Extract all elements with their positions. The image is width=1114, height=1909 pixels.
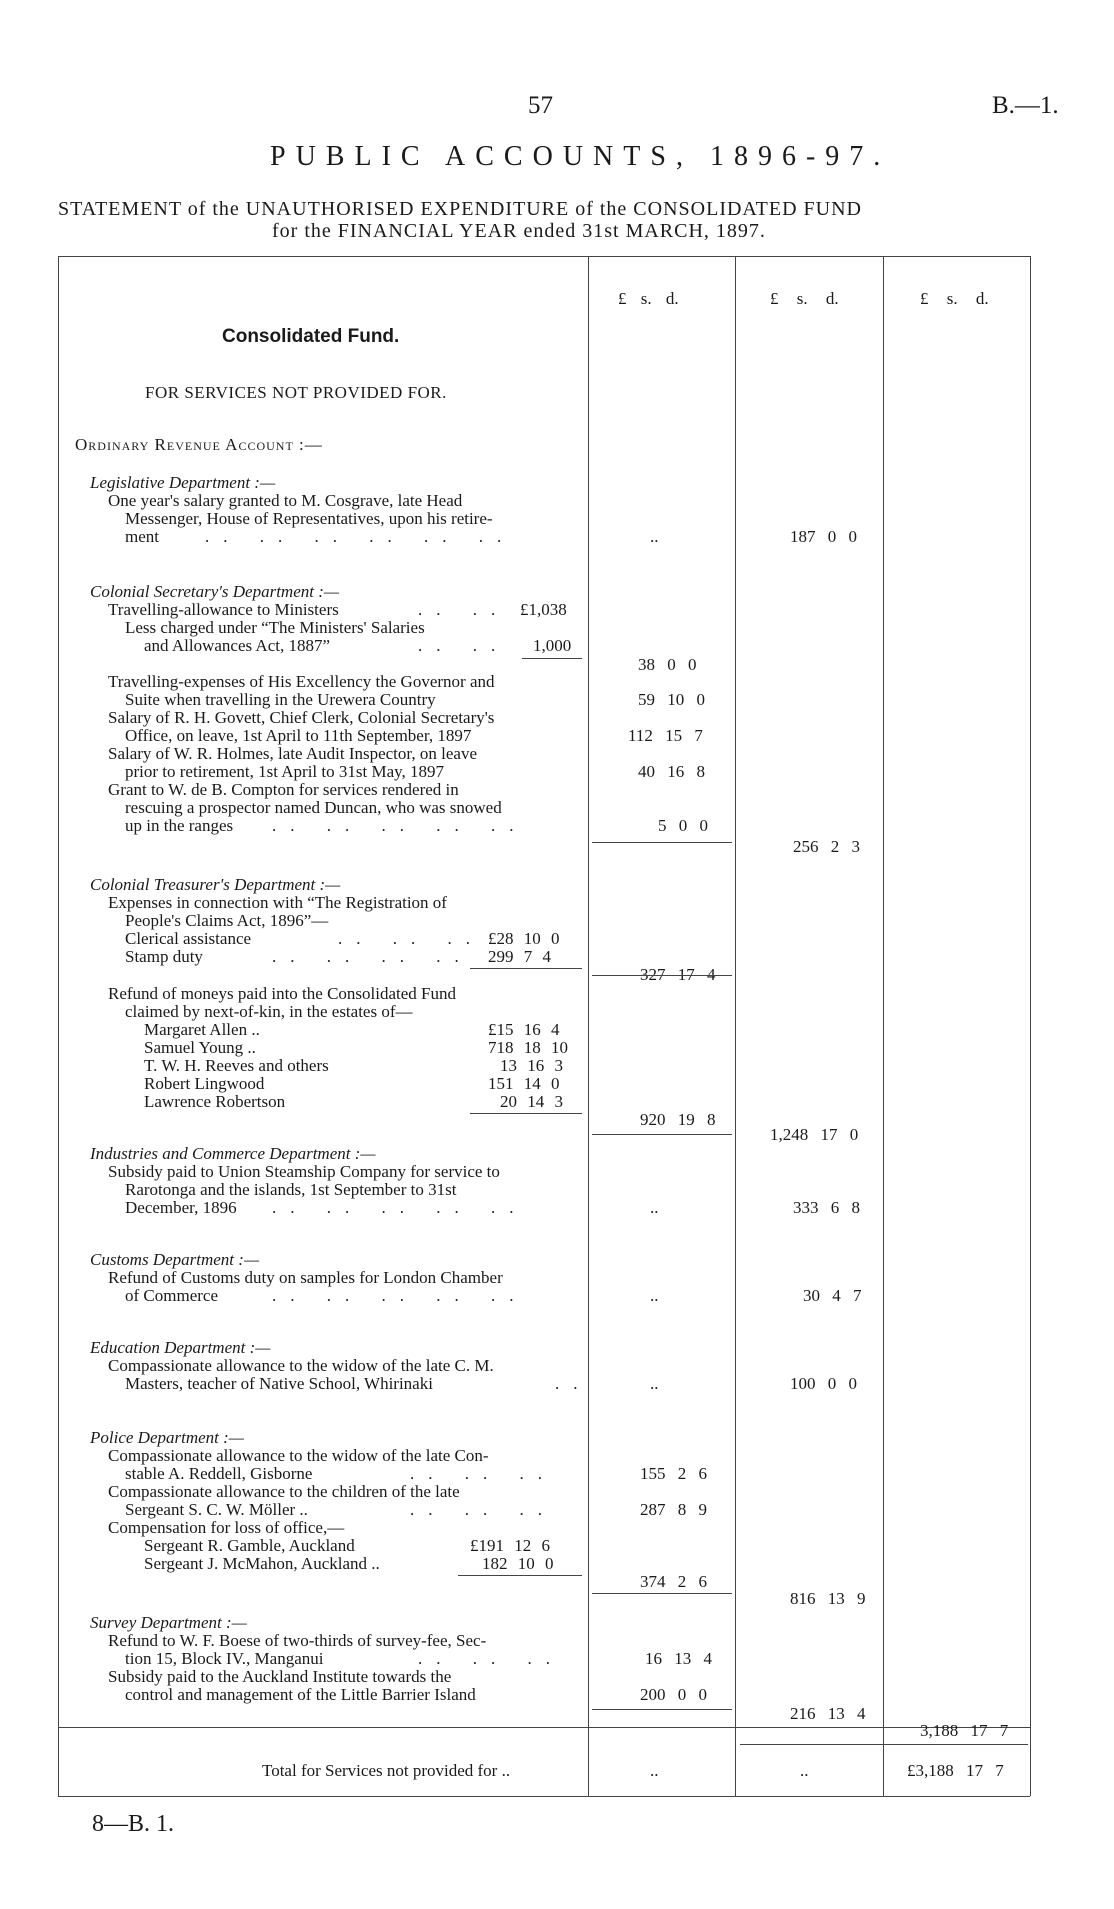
estate-name: Robert Lingwood [144, 1074, 265, 1093]
survey-line: tion 15, Block IV., Manganui [125, 1649, 324, 1668]
section-subtitle: FOR SERVICES NOT PROVIDED FOR. [145, 383, 447, 402]
coltreas-amount: £28 10 0 [488, 929, 560, 948]
police-line: stable A. Reddell, Gisborne [125, 1464, 313, 1483]
footer-reference: 8—B. 1. [92, 1811, 175, 1837]
total-col2: .. [800, 1761, 809, 1780]
legislative-heading: Legislative Department :— [90, 473, 276, 492]
statement-line-2: for the FINANCIAL YEAR ended 31st MARCH, 1897. [272, 220, 766, 242]
subtotal-rule [592, 1709, 732, 1710]
fund-title: Consolidated Fund. [222, 326, 400, 347]
table-top-rule [58, 256, 1030, 257]
leader-dots: .. .. .. .. .. .. [205, 527, 516, 546]
total-label: Total for Services not provided for .. [262, 1761, 511, 1780]
police-line: Sergeant S. C. W. Möller .. [125, 1500, 308, 1519]
coltreas-value: 920 19 8 [640, 1110, 716, 1129]
coltreas-line: Stamp duty [125, 947, 203, 966]
police-line: Sergeant J. McMahon, Auckland .. [144, 1554, 380, 1573]
estate-name: Margaret Allen .. [144, 1020, 260, 1039]
leader-dots: .. .. .. .. .. [272, 816, 528, 835]
colsec-amount: £1,038 [520, 600, 567, 619]
subtotal-rule [458, 1575, 582, 1576]
coltreas-heading: Colonial Treasurer's Department :— [90, 875, 341, 894]
grand-subtotal: 3,188 17 7 [920, 1721, 1009, 1740]
account-heading: Ordinary Revenue Account :— [75, 435, 323, 454]
customs-col2: 30 4 7 [803, 1286, 862, 1305]
colsec-line: Travelling-expenses of His Excellency the Governor and [108, 672, 495, 691]
education-line: Compassionate allowance to the widow of the late C. M. [108, 1356, 494, 1375]
customs-heading: Customs Department :— [90, 1250, 260, 1269]
colsec-value: 5 0 0 [658, 816, 708, 835]
grand-rule [740, 1744, 1028, 1745]
legislative-line: One year's salary granted to M. Cosgrave, late Head [108, 491, 463, 510]
estate-name: T. W. H. Reeves and others [144, 1056, 329, 1075]
col1-header: £ s. d. [618, 289, 679, 308]
survey-total: 216 13 4 [790, 1704, 866, 1723]
survey-value: 200 0 0 [640, 1685, 707, 1704]
survey-line: Subsidy paid to the Auckland Institute towards the [108, 1667, 452, 1686]
leader-dots: .. [555, 1374, 592, 1393]
colsec-line: Salary of R. H. Govett, Chief Clerk, Colonial Secretary's [108, 708, 495, 727]
colsec-value: 112 15 7 [628, 726, 703, 745]
colsec-line: Office, on leave, 1st April to 11th September, 1897 [125, 726, 472, 745]
subtotal-rule [592, 1134, 732, 1135]
colsec-line: Salary of W. R. Holmes, late Audit Inspector, on leave [108, 744, 477, 763]
leader-dots: .. .. .. .. .. [272, 1286, 528, 1305]
estate-value: 20 14 3 [500, 1092, 563, 1111]
col3-header: £ s. d. [920, 289, 989, 308]
education-col1: .. [650, 1374, 659, 1393]
police-amount: £191 12 6 [470, 1536, 550, 1555]
colsec-value: 40 16 8 [638, 762, 705, 781]
survey-heading: Survey Department :— [90, 1613, 247, 1632]
colsec-line: Less charged under “The Ministers' Salaries [125, 618, 425, 637]
industries-line: Subsidy paid to Union Steamship Company for service to [108, 1162, 500, 1181]
leader-dots: .. .. .. [410, 1464, 556, 1483]
subtotal-rule [592, 842, 732, 843]
col2-header: £ s. d. [770, 289, 839, 308]
colsec-line: Travelling-allowance to Ministers [108, 600, 339, 619]
grand-total: £3,188 17 7 [907, 1761, 1004, 1780]
customs-col1: .. [650, 1286, 659, 1305]
survey-value: 16 13 4 [645, 1649, 712, 1668]
colsec-total: 256 2 3 [793, 837, 860, 856]
subtotal-rule [522, 658, 582, 659]
table-bottom-rule [58, 1796, 1030, 1797]
police-line: Compassionate allowance to the children of the late [108, 1482, 460, 1501]
legislative-col2: 187 0 0 [790, 527, 857, 546]
colsec-line: Suite when travelling in the Urewera Country [125, 690, 436, 709]
colsec-value: 38 0 0 [638, 655, 697, 674]
coltreas-line: People's Claims Act, 1896”— [125, 911, 329, 930]
police-heading: Police Department :— [90, 1428, 244, 1447]
police-value: 155 2 6 [640, 1464, 707, 1483]
statement-line-1: STATEMENT of the UNAUTHORISED EXPENDITURE of the CONSOLIDATED FUND [58, 198, 862, 220]
survey-line: control and management of the Little Barrier Island [125, 1685, 476, 1704]
industries-line: Rarotonga and the islands, 1st September to 31st [125, 1180, 457, 1199]
leader-dots: .. .. .. [338, 929, 484, 948]
police-line: Sergeant R. Gamble, Auckland [144, 1536, 355, 1555]
colsec-line: rescuing a prospector named Duncan, who was snowed [125, 798, 502, 817]
coltreas-value: 327 17 4 [640, 965, 716, 984]
police-value: 374 2 6 [640, 1572, 707, 1591]
colsec-value: 59 10 0 [638, 690, 705, 709]
colsec-amount: 1,000 [533, 636, 572, 655]
police-value: 287 8 9 [640, 1500, 707, 1519]
coltreas-line: claimed by next-of-kin, in the estates of— [125, 1002, 413, 1021]
coltreas-line: Clerical assistance [125, 929, 252, 948]
colsec-line: up in the ranges [125, 816, 234, 835]
column-rule-1 [588, 256, 589, 1796]
estate-value: 718 18 10 [488, 1038, 568, 1057]
coltreas-line: Expenses in connection with “The Registration of [108, 893, 447, 912]
subtotal-rule [592, 1593, 732, 1594]
leader-dots: .. .. .. .. .. [272, 1198, 528, 1217]
column-rule-2 [735, 256, 736, 1796]
total-col1: .. [650, 1761, 659, 1780]
leader-dots: .. .. .. [410, 1500, 556, 1519]
police-amount: 182 10 0 [482, 1554, 554, 1573]
page-number: 57 [528, 92, 553, 119]
industries-line: December, 1896 [125, 1198, 237, 1217]
coltreas-total: 1,248 17 0 [770, 1125, 859, 1144]
leader-dots: .. .. .. .. [272, 947, 473, 966]
legislative-line: ment [125, 527, 159, 546]
colsec-heading: Colonial Secretary's Department :— [90, 582, 339, 601]
estate-value: 13 16 3 [500, 1056, 563, 1075]
table-right-rule [1030, 256, 1031, 1796]
estate-name: Samuel Young .. [144, 1038, 256, 1057]
customs-line: Refund of Customs duty on samples for London Chamber [108, 1268, 503, 1287]
customs-line: of Commerce [125, 1286, 218, 1305]
legislative-col1: .. [650, 527, 659, 546]
leader-dots: .. .. [418, 636, 510, 655]
leader-dots: .. .. .. [418, 1649, 564, 1668]
estate-value: £15 16 4 [488, 1020, 560, 1039]
coltreas-amount: 299 7 4 [488, 947, 551, 966]
table-left-rule [58, 256, 59, 1796]
education-col2: 100 0 0 [790, 1374, 857, 1393]
page-title: PUBLIC ACCOUNTS, 1896-97. [270, 141, 891, 172]
colsec-line: and Allowances Act, 1887” [144, 636, 331, 655]
education-heading: Education Department :— [90, 1338, 271, 1357]
police-total: 816 13 9 [790, 1589, 866, 1608]
estate-name: Lawrence Robertson [144, 1092, 286, 1111]
colsec-line: Grant to W. de B. Compton for services rendered in [108, 780, 459, 799]
education-line: Masters, teacher of Native School, Whirinaki [125, 1374, 433, 1393]
subtotal-rule [592, 975, 732, 976]
leader-dots: .. .. [418, 600, 510, 619]
survey-line: Refund to W. F. Boese of two-thirds of survey-fee, Sec- [108, 1631, 487, 1650]
subtotal-rule [470, 1113, 582, 1114]
police-line: Compensation for loss of office,— [108, 1518, 345, 1537]
document-reference: B.—1. [992, 92, 1059, 119]
police-line: Compassionate allowance to the widow of the late Con- [108, 1446, 489, 1465]
industries-col2: 333 6 8 [793, 1198, 860, 1217]
industries-col1: .. [650, 1198, 659, 1217]
estate-value: 151 14 0 [488, 1074, 560, 1093]
grand-rule [58, 1727, 1030, 1728]
subtotal-rule [470, 968, 582, 969]
column-rule-3 [883, 256, 884, 1796]
legislative-line: Messenger, House of Representatives, upon his retire- [125, 509, 493, 528]
industries-heading: Industries and Commerce Department :— [90, 1144, 376, 1163]
colsec-line: prior to retirement, 1st April to 31st May, 1897 [125, 762, 445, 781]
coltreas-line: Refund of moneys paid into the Consolidated Fund [108, 984, 456, 1003]
